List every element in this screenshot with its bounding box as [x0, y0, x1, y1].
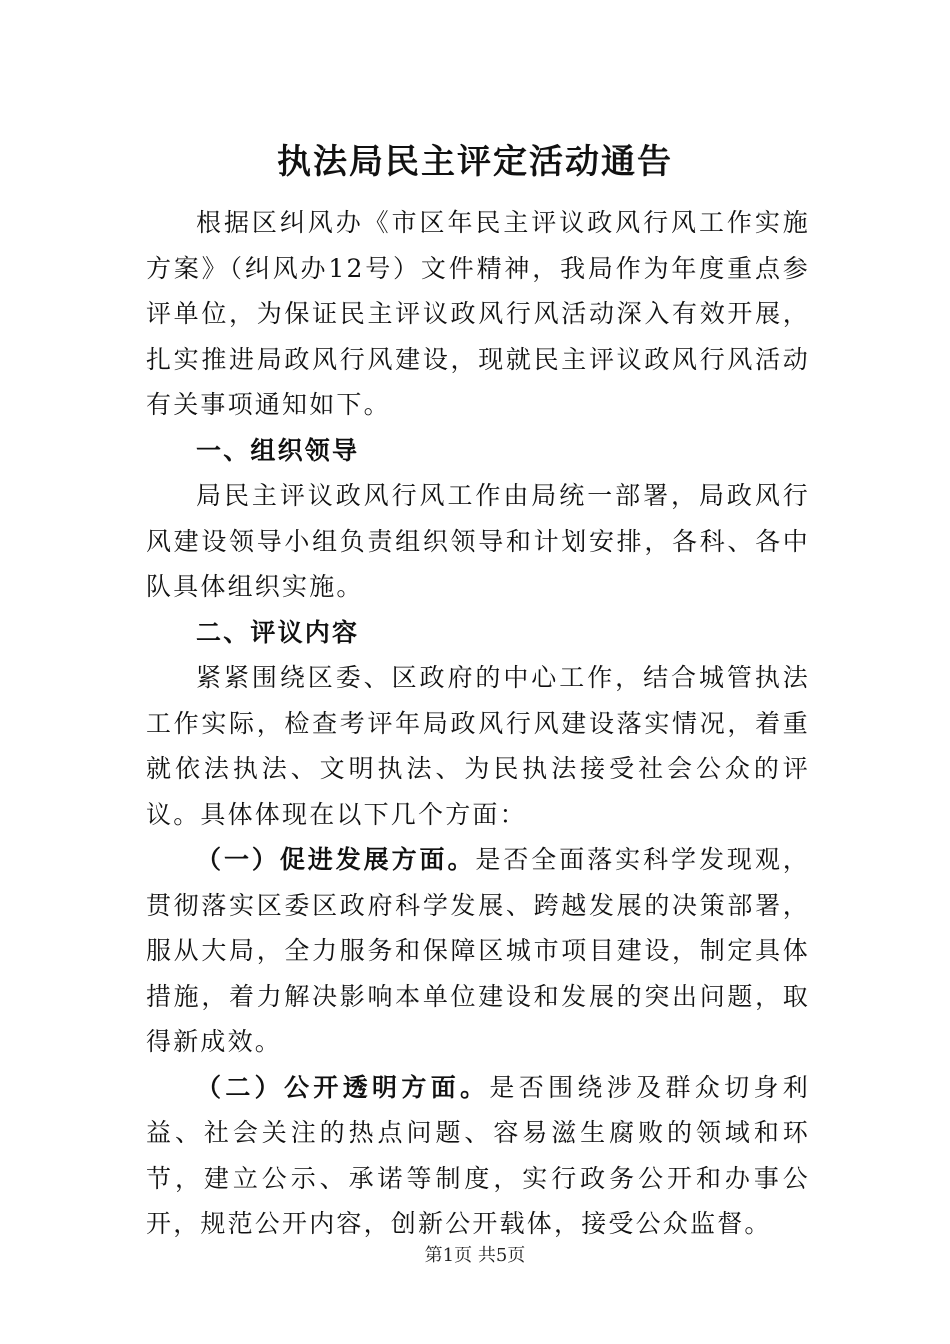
section-paragraph-content: 紧紧围绕区委、区政府的中心工作，结合城管执法工作实际，检查考评年局政风行风建设落实情况，着重就依法执法、文明执法、为民执法接受社会公众的评议。具体体现在以下几个方面：	[146, 663, 810, 829]
section-paragraph-organization: 局民主评议政风行风工作由局统一部署，局政风行风建设领导小组负责组织领导和计划安排，各科、各中队具体组织实施。	[146, 481, 810, 601]
item-lead-transparency: （二）公开透明方面。	[196, 1072, 490, 1102]
item-text-transparency: 是否围绕涉及群众切身利益、社会关注的热点问题、容易滋生腐败的领域和环节，建立公示、承诺等制度，实行政务公开和办事公开，规范公开内容，创新公开载体，接受公众监督。	[146, 1072, 810, 1238]
item-paragraph-development	[146, 837, 810, 1065]
document-body	[146, 200, 810, 1247]
section-heading-organization: 一、组织领导	[196, 435, 360, 465]
intro-paragraph: 根据区纠风办《市区年民主评议政风行风工作实施方案》（纠风办12号）文件精神，我局作为年度重点参评单位，为保证民主评议政风行风活动深入有效开展，扎实推进局政风行风建设，现就民主评议政风行风活动有关事项通知如下。	[146, 208, 810, 419]
item-text-development: 是否全面落实科学发现观，贯彻落实区委区政府科学发展、跨越发展的决策部署，服从大局，全力服务和保障区城市项目建设，制定具体措施，着力解决影响本单位建设和发展的突出问题，取得新成效。	[146, 845, 810, 1056]
item-lead-development: （一）促进发展方面。	[196, 845, 476, 874]
page-footer: 第1页 共5页	[424, 1245, 526, 1266]
document-title: 执法局民主评定活动通告	[277, 142, 673, 182]
section-heading-content: 二、评议内容	[196, 617, 360, 647]
item-paragraph-transparency	[146, 1065, 810, 1247]
